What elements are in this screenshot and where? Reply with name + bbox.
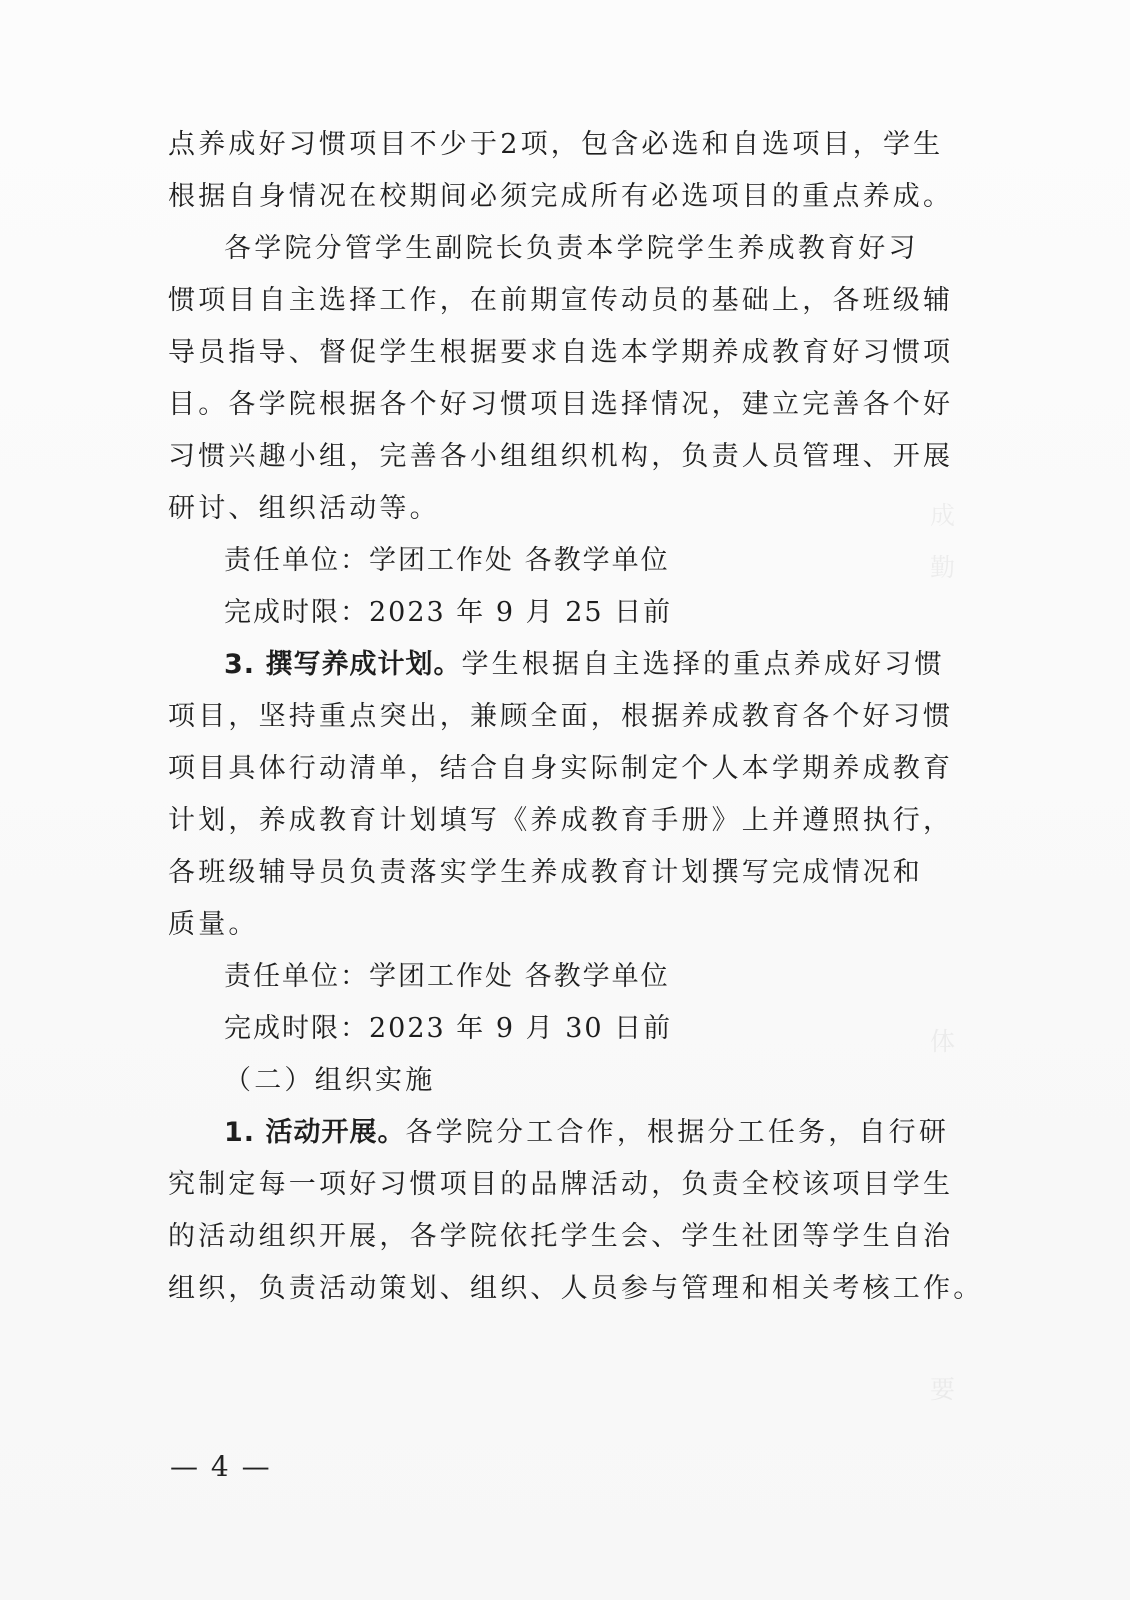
body-line: 计划，养成教育计划填写《养成教育手册》上并遵照执行，	[168, 805, 954, 836]
body-line: 质量。	[168, 909, 259, 940]
bleed-through-text: 要	[930, 1375, 959, 1404]
body-line: 惯项目自主选择工作，在前期宣传动员的基础上，各班级辅	[168, 285, 954, 316]
body-line: 项目具体行动清单，结合自身实际制定个人本学期养成教育	[168, 753, 954, 784]
page-number: — 4 —	[170, 1450, 272, 1483]
body-line: 各学院分管学生副院长负责本学院学生养成教育好习	[224, 233, 919, 264]
responsible-unit: 责任单位：学团工作处 各教学单位	[224, 961, 670, 992]
item-1-text: 各学院分工合作，根据分工任务，自行研	[405, 1117, 950, 1148]
body-line: 的活动组织开展，各学院依托学生会、学生社团等学生自治	[168, 1221, 954, 1252]
body-line: 究制定每一项好习惯项目的品牌活动，负责全校该项目学生	[168, 1169, 954, 1200]
body-line: 研讨、组织活动等。	[168, 493, 440, 524]
body-line: 习惯兴趣小组，完善各小组组织机构，负责人员管理、开展	[168, 441, 954, 472]
section-heading: （二）组织实施	[224, 1065, 436, 1096]
item-3-line	[224, 648, 948, 682]
bleed-through-text: 体	[930, 1027, 959, 1056]
bleed-through-text: 勤	[930, 553, 959, 582]
item-1-line	[224, 1116, 948, 1150]
body-line: 根据自身情况在校期间必须完成所有必选项目的重点养成。	[168, 181, 954, 212]
responsible-unit: 责任单位：学团工作处 各教学单位	[224, 545, 670, 576]
item-3-text: 学生根据自主选择的重点养成好习惯	[461, 649, 945, 680]
bleed-through-text: 成	[930, 501, 959, 530]
body-line: 各班级辅导员负责落实学生养成教育计划撰写完成情况和	[168, 857, 923, 888]
body-line: 点养成好习惯项目不少于2项，包含必选和自选项目，学生	[168, 129, 944, 160]
body-line: 项目，坚持重点突出，兼顾全面，根据养成教育各个好习惯	[168, 701, 954, 732]
deadline: 完成时限：2023 年 9 月 30 日前	[224, 1013, 673, 1044]
body-line: 导员指导、督促学生根据要求自选本学期养成教育好习惯项	[168, 337, 954, 368]
body-line: 目。各学院根据各个好习惯项目选择情况，建立完善各个好	[168, 389, 954, 420]
deadline: 完成时限：2023 年 9 月 25 日前	[224, 597, 673, 628]
item-1-heading: 1. 活动开展。	[224, 1117, 406, 1148]
item-3-heading: 3. 撰写养成计划。	[224, 649, 462, 680]
body-line: 组织，负责活动策划、组织、人员参与管理和相关考核工作。	[168, 1273, 984, 1304]
